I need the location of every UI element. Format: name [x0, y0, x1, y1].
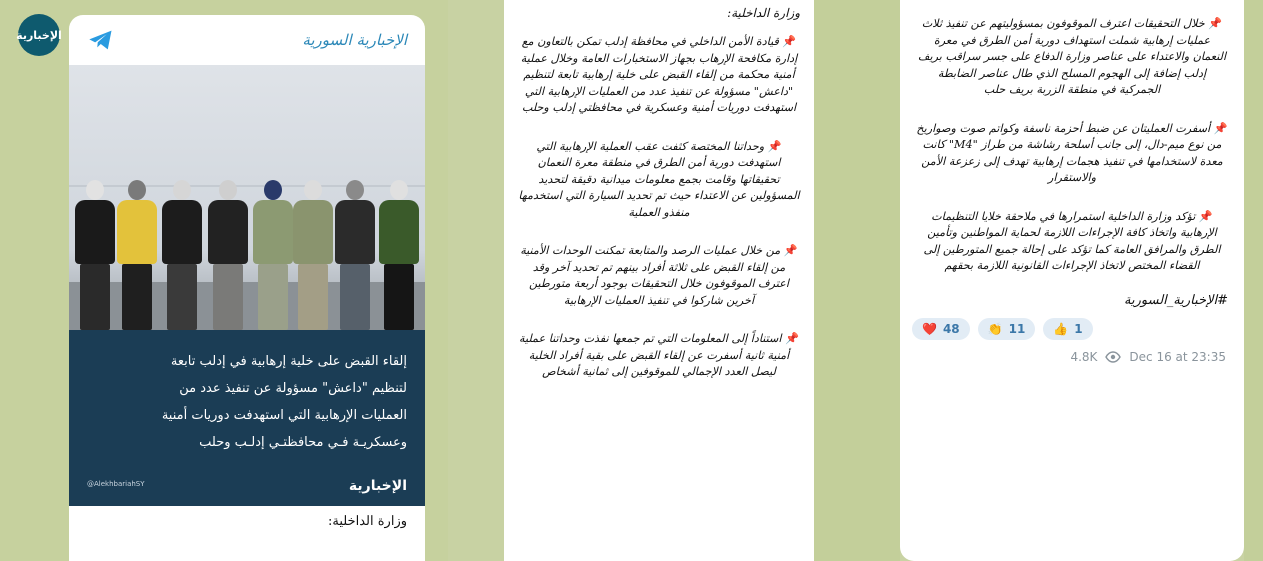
text-paragraph: 📌 استناداً إلى المعلومات التي تم جمعها نفذت وحداتنا عملية أمنية ثانية أسفرت عن إلقاء القبض على بقية أفراد الخلية ليصل العدد الإجمالي للموقوفين إلى ثمانية أشخاص — [518, 332, 800, 378]
reaction-thumbs-up[interactable]: 👍 1 — [1043, 318, 1092, 340]
post-photo[interactable] — [69, 65, 425, 330]
photo-person — [208, 180, 248, 330]
pin-icon: 📌 — [767, 139, 782, 153]
reaction-heart[interactable]: ❤️ 48 — [912, 318, 970, 340]
photo-person — [117, 180, 157, 330]
reaction-clap[interactable]: 👏 11 — [978, 318, 1036, 340]
photo-caption-banner — [69, 330, 425, 506]
caption-line: وعسكريـة فـي محافظتـي إدلـب وحلب — [199, 435, 407, 450]
pin-icon: 📌 — [785, 332, 800, 345]
photo-person — [379, 180, 419, 330]
hashtag-link[interactable]: #الإخبارية_السورية — [1124, 292, 1228, 308]
chat-background-gap — [448, 0, 504, 561]
message-header — [69, 15, 425, 65]
message-timestamp: Dec 16 at 23:35 — [1129, 349, 1226, 364]
thumbs-up-icon: 👍 — [1053, 321, 1069, 336]
photo-person — [253, 180, 293, 330]
text-heading: وزارة الداخلية: — [727, 6, 800, 20]
text-paragraph: 📌 خلال التحقيقات اعترف الموقوفون بمسؤوليتهم عن تنفيذ ثلاث عمليات إرهابية شملت استهداف دورية أمن الطرق في معرة النعمان والاعتداء على عناصر وزارة الدفاع على جسر سراقب بريف إدلب إضافة إلى الهجوم المسلح الذي طال عناصر الضابطة الجمركية في منطقة الزربة بريف حلب — [917, 17, 1227, 96]
reactions-bar — [900, 318, 1244, 340]
telegram-icon — [87, 26, 115, 54]
pin-icon: 📌 — [1213, 121, 1228, 135]
caption-line: إلقاء القبض على خلية إرهابية في إدلب تابعة — [170, 354, 407, 369]
message-card-text-1 — [504, 0, 814, 561]
text-paragraph: 📌 وحداتنا المختصة كثفت عقب العملية الإرهابية التي استهدفت دورية أمن الطرق في منطقة معرة النعمان تحقيقاتها وقامت بجمع معلومات ميدانية دقيقة لتحديد المسؤولين عن الاعتداء حيث تم تحديد السيارة التي استخدمها منفذو العملية — [518, 139, 800, 219]
post-heading: وزارة الداخلية: — [327, 514, 407, 529]
text-paragraph: 📌 تؤكد وزارة الداخلية استمرارها في ملاحقة خلايا التنظيمات الإرهابية واتخاذ كافة الإجراءات اللازمة لحماية المواطنين وتأمين الطرق والمرافق العامة كما تؤكد على إحالة جميع المتورطين إلى القضاء المختص لاتخاذ الإجراءات القانونية اللازمة بحقهم — [923, 209, 1221, 272]
pin-icon: 📌 — [1198, 209, 1213, 223]
channel-name[interactable]: الإخبارية السورية — [302, 31, 407, 49]
text-paragraph: 📌 قيادة الأمن الداخلي في محافظة إدلب تمكن بالتعاون مع إدارة مكافحة الإرهاب بجهاز الاستخبارات العامة وخلال عملية أمنية محكمة من إلقاء القبض على خلية إرهابية تابعة لتنظيم "داعش" مسؤولة عن تنفيذ عدد من العمليات الإرهابية التي استهدفت دوريات أمنية وعسكرية في محافظتي إدلب وحلب — [520, 35, 798, 114]
pin-icon: 📌 — [783, 244, 798, 257]
chat-background-right — [1244, 0, 1263, 561]
photo-person — [335, 180, 375, 330]
photo-person — [162, 180, 202, 330]
pin-icon: 📌 — [782, 35, 797, 48]
photo-person — [75, 180, 115, 330]
message-meta — [900, 340, 1244, 364]
channel-avatar[interactable]: الإخبارية — [18, 14, 60, 56]
message-card-image — [69, 15, 425, 561]
chat-background-gap — [814, 0, 900, 561]
caption-line: لتنظيم "داعش" مسؤولة عن تنفيذ عدد من — [179, 381, 407, 396]
view-count: 4.8K — [1070, 349, 1098, 364]
eye-icon — [1105, 351, 1121, 363]
text-paragraph: 📌 أسفرت العمليتان عن ضبط أحزمة ناسفة وكواتم صوت وصواريخ من نوع ميم-دال، إلى جانب أسلحة رشاشة من طراز "M4" كانت معدة لاستخدامها في تنفيذ هجمات إرهابية تهدف إلى زعزعة الأمن والاستقرار — [916, 121, 1228, 184]
photo-person — [293, 180, 333, 330]
message-card-text-2 — [900, 0, 1244, 561]
channel-handle: @AlekhbariahSY — [87, 480, 145, 488]
caption-line: العمليات الإرهابية التي استهدفت دوريات أمنية — [161, 408, 407, 423]
pin-icon: 📌 — [1208, 17, 1223, 30]
text-paragraph: 📌 من خلال عمليات الرصد والمتابعة تمكنت الوحدات الأمنية من إلقاء القبض على ثلاثة أفراد بينهم تم تحديد آخر وقد اعترف الموقوفون خلال التحقيقات بوجود أربعة متورطين آخرين شاركوا في تنفيذ العمليات الإرهابية — [520, 244, 798, 307]
heart-icon: ❤️ — [922, 321, 937, 336]
clap-icon: 👏 — [987, 321, 1003, 336]
brand-logo: الإخبارية — [348, 478, 407, 494]
